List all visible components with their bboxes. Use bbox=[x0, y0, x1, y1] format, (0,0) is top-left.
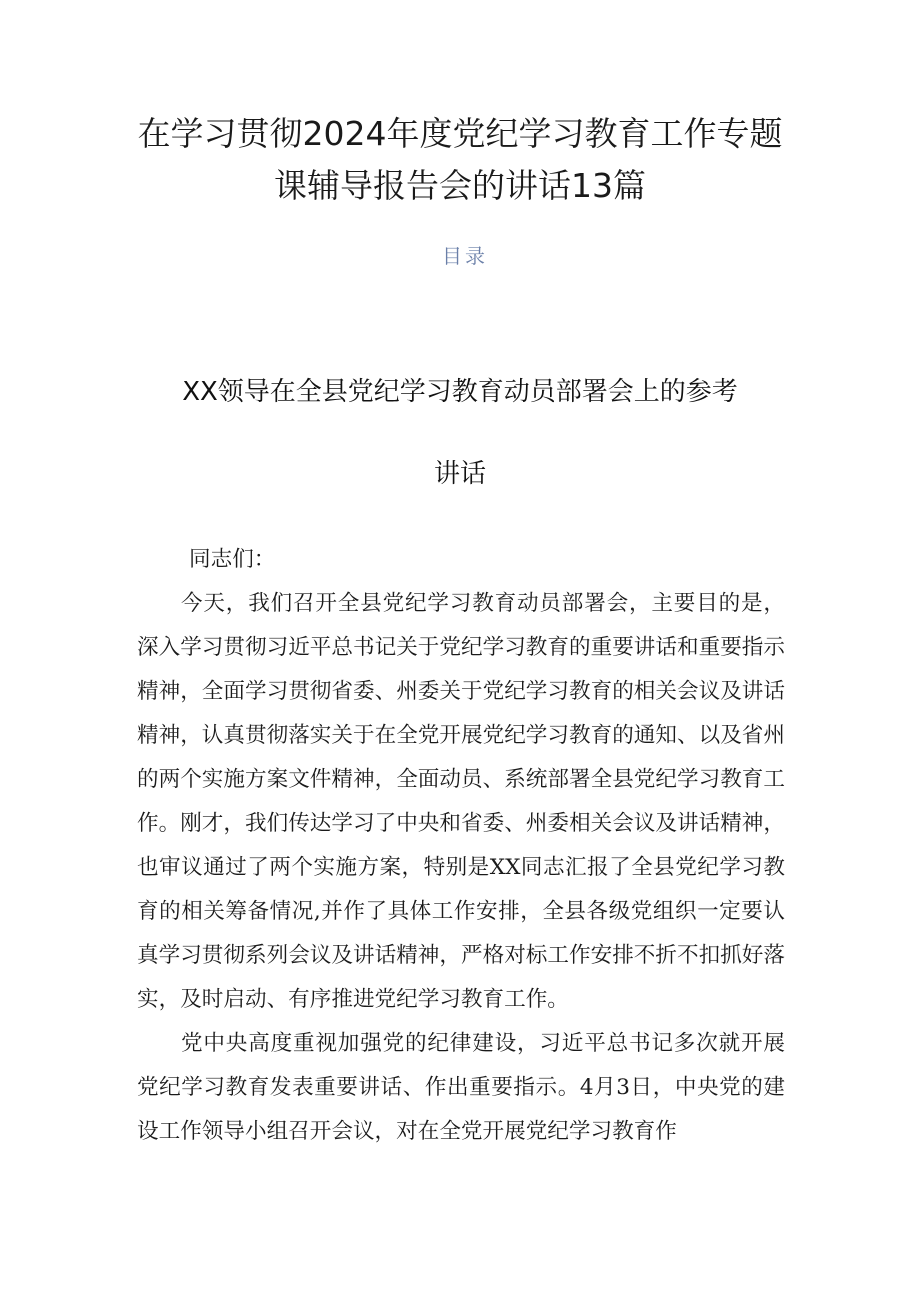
table-of-contents-label: 目录 bbox=[442, 244, 488, 268]
salutation: 同志们： bbox=[189, 547, 276, 572]
section-title-line-1: XX领导在全县党纪学习教育动员部署会上的参考 bbox=[182, 377, 738, 407]
paragraph-2: 党中央高度重视加强党的纪律建设，习近平总书记多次就开展党纪学习教育发表重要讲话、作出重要指示。4月3日，中央党的建设工作领导小组召开会议，对在全党开展党纪学习教育作 bbox=[137, 1031, 785, 1144]
paragraph-1: 今天，我们召开全县党纪学习教育动员部署会，主要目的是，深入学习贯彻习近平总书记关于党纪学习教育的重要讲话和重要指示精神，全面学习贯彻省委、州委关于党纪学习教育的相关会议及讲话精神，认真贯彻落实关于在全党开展党纪学习教育的通知、以及省州的两个实施方案文件精神，全面动员、系统部署全县党纪学习教育工作。刚才，我们传达学习了中央和省委、州委相关会议及讲话精神，也审议通过了两个实施方案，特别是XX同志汇报了全县党纪学习教育的相关筹备情况,并作了具体工作安排，全县各级党组织一定要认真学习贯彻系列会议及讲话精神，严格对标工作安排不折不扣抓好落实，及时启动、有序推进党纪学习教育工作。 bbox=[137, 591, 785, 1012]
section-title-line-2: 讲话 bbox=[433, 459, 486, 489]
document-title: 在学习贯彻2024年度党纪学习教育工作专题课辅导报告会的讲话13篇 bbox=[137, 114, 783, 205]
speech-body bbox=[137, 538, 785, 1154]
